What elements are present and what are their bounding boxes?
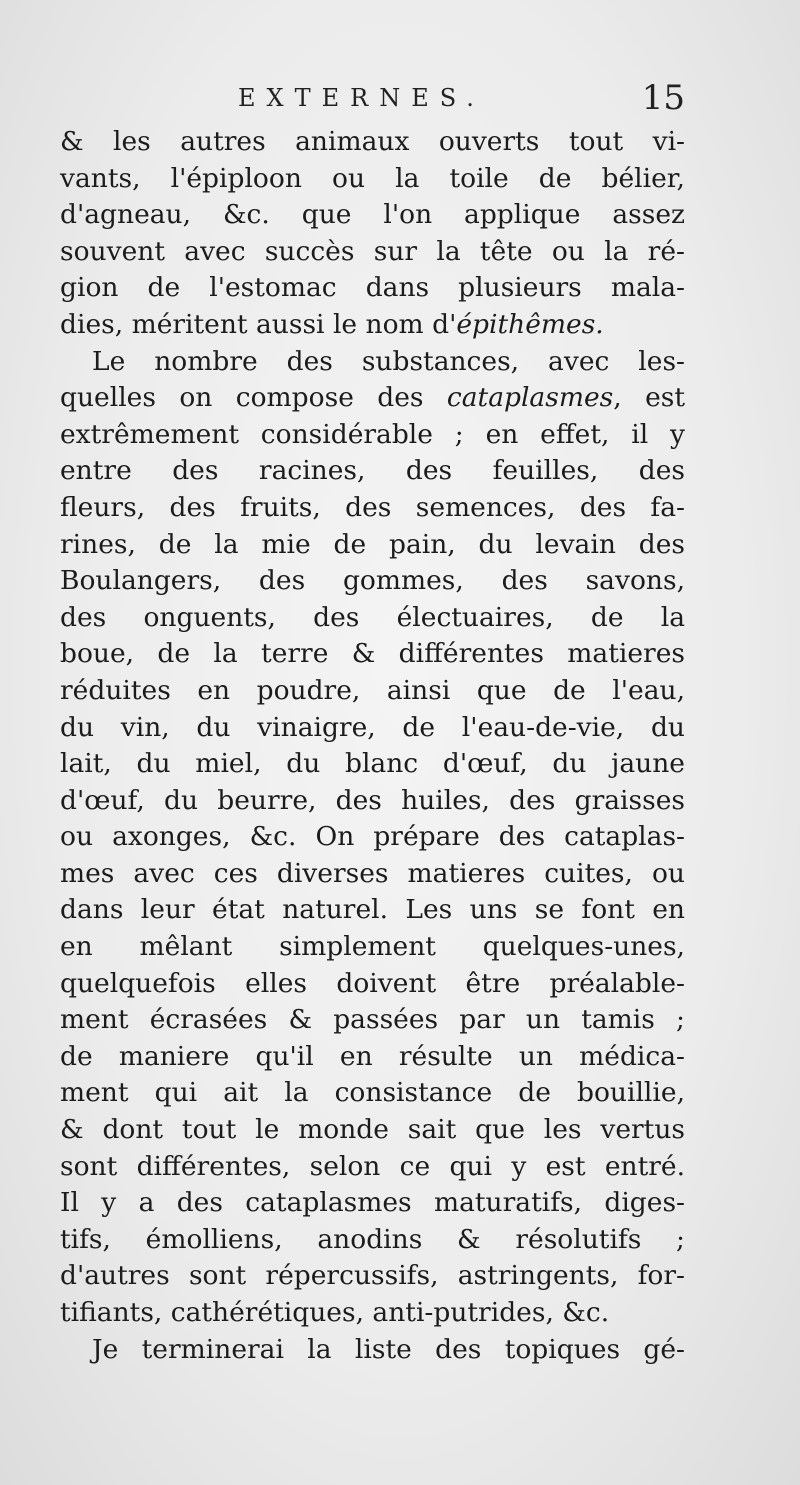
text-line xyxy=(60,380,685,417)
page-number: 15 xyxy=(641,78,685,118)
text-line: en mêlant simplement quelques-unes, xyxy=(60,931,685,963)
text-line: boue, de la terre & différentes matieres xyxy=(60,638,685,670)
text-line: rines, de la mie de pain, du levain des xyxy=(60,528,685,560)
text-line: lait, du miel, du blanc d'œuf, du jaune xyxy=(60,748,685,780)
text-line: tifiants, cathérétiques, anti-putrides, &c. xyxy=(60,1297,610,1328)
text-line: extrêmement considérable ; en effet, il y xyxy=(60,418,685,450)
text-line: d'œuf, du beurre, des huiles, des graisses xyxy=(60,784,685,816)
text-line: quelquefois elles doivent être préalable- xyxy=(60,967,685,999)
text-run: dies, méritent aussi le nom d' xyxy=(60,308,457,340)
text-line: & les autres animaux ouverts tout vi- xyxy=(60,126,685,157)
text-line: souvent avec succès sur la tête ou la ré- xyxy=(60,235,685,267)
text-line: ment qui ait la consistance de bouillie, xyxy=(60,1077,685,1109)
text-run: quelles on compose des xyxy=(60,382,447,414)
text-line: gion de l'estomac dans plusieurs mala- xyxy=(60,272,685,304)
text-line: des onguents, des électuaires, de la xyxy=(60,601,685,633)
text-line: tifs, émolliens, anodins & résolutifs ; xyxy=(60,1223,685,1255)
text-line: sont différentes, selon ce qui y est entré. xyxy=(60,1150,685,1182)
text-line: de maniere qu'il en résulte un médica- xyxy=(60,1040,685,1072)
body-text xyxy=(60,124,685,1368)
text-line: entre des racines, des feuilles, des xyxy=(60,455,685,487)
italic-term: épithêmes. xyxy=(456,308,604,340)
paragraph-first-line: Le nombre des substances, avec les- xyxy=(92,345,685,377)
text-line: d'agneau, &c. que l'on applique assez xyxy=(60,199,685,231)
text-line: d'autres sont répercussifs, astringents, for- xyxy=(60,1260,685,1292)
text-line: du vin, du vinaigre, de l'eau-de-vie, du xyxy=(60,711,685,743)
running-head: EXTERNES. xyxy=(238,84,485,112)
text-line: vants, l'épiploon ou la toile de bélier, xyxy=(60,162,685,194)
text-line xyxy=(60,307,685,344)
text-line: ou axonges, &c. On prépare des cataplas- xyxy=(60,821,685,853)
text-run: , est xyxy=(613,382,685,414)
text-line: ment écrasées & passées par un tamis ; xyxy=(60,1004,685,1036)
text-line: mes avec ces diverses matieres cuites, ou xyxy=(60,857,685,889)
page-header xyxy=(60,78,685,124)
text-line: Boulangers, des gommes, des savons, xyxy=(60,565,685,597)
italic-term: cataplasmes xyxy=(446,382,614,414)
text-line: fleurs, des fruits, des semences, des fa- xyxy=(60,491,685,523)
paragraph-first-line: Je terminerai la liste des topiques gé- xyxy=(92,1333,685,1365)
text-line: dans leur état naturel. Les uns se font en xyxy=(60,894,685,926)
text-line: & dont tout le monde sait que les vertus xyxy=(60,1114,685,1146)
text-line: réduites en poudre, ainsi que de l'eau, xyxy=(60,674,685,706)
text-line: Il y a des cataplasmes maturatifs, diges- xyxy=(60,1187,685,1219)
